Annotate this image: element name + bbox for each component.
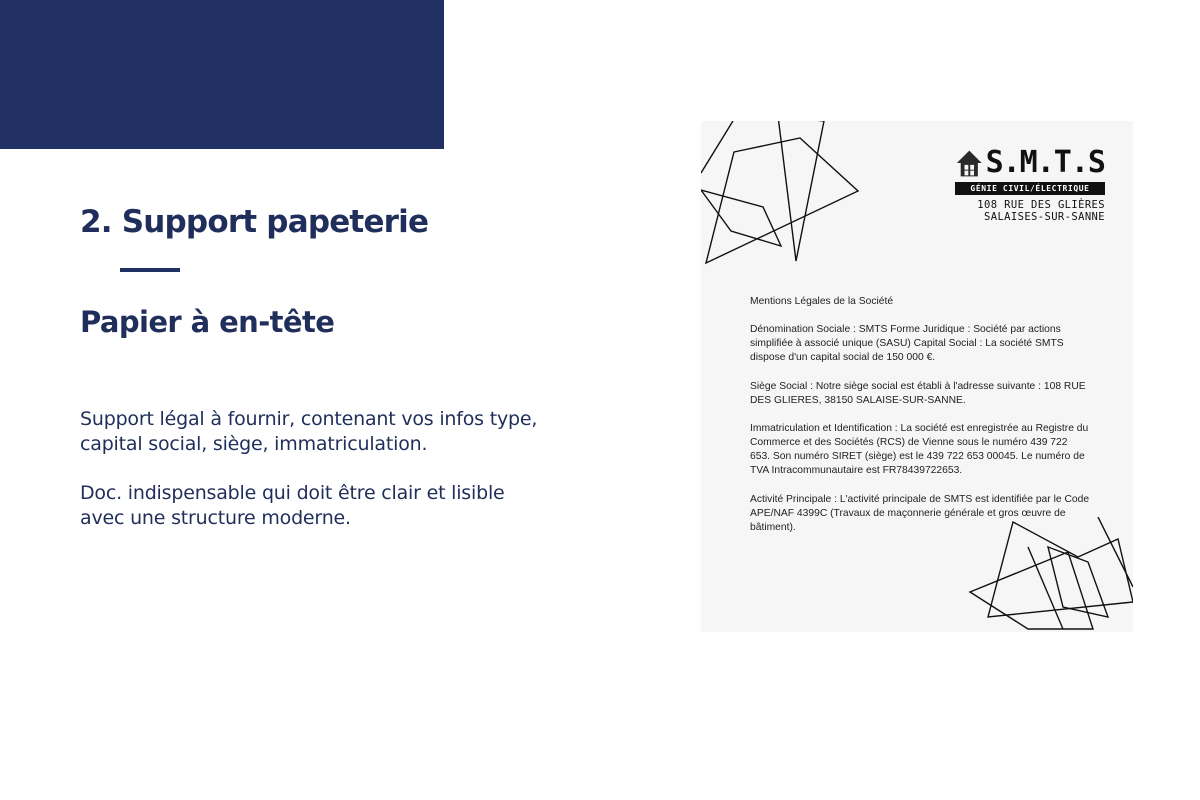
logo-name: S.M.T.S — [985, 145, 1105, 180]
legal-heading: Mentions Légales de la Société — [750, 296, 894, 307]
logo-address-line-2: SALAISES-SUR-SANNE — [984, 211, 1105, 223]
letterhead-preview — [701, 121, 1133, 632]
logo-tagline: GÉNIE CIVIL/ÉLECTRIQUE — [955, 182, 1105, 195]
legal-paragraph-siege: Siège Social : Notre siège social est établi à l'adresse suivante : 108 RUE DES GLIERES, 38150 SALAISE-SUR-SANNE. — [750, 381, 1086, 406]
geometric-decoration-top — [701, 121, 871, 271]
legal-paragraph-activite: Activité Principale : L'activité principale de SMTS est identifiée par le Code APE/NAF 4399C (Travaux de maçonnerie générale et gros œuvre de bâtiment). — [750, 494, 1090, 533]
description-paragraph-1: Support légal à fournir, contenant vos infos type, capital social, siège, immatriculation. — [80, 408, 538, 455]
description-paragraph-2: Doc. indispensable qui doit être clair et lisible avec une structure moderne. — [80, 482, 505, 529]
legal-paragraph-immatriculation: Immatriculation et Identification : La société est enregistrée au Registre du Commerce et des Sociétés (RCS) de Vienne sous le numéro 439 722 653. Son numéro SIRET (siège) est le 439 722 653 00045. Le numéro de TVA Intracommunautaire est FR78439722653. — [750, 423, 1089, 476]
title-divider — [120, 268, 180, 272]
section-title: 2. Support papeterie — [80, 204, 429, 240]
top-color-band — [0, 0, 444, 149]
section-subtitle: Papier à en-tête — [80, 305, 335, 339]
house-building-icon — [955, 147, 984, 179]
company-logo — [955, 147, 1105, 223]
legal-paragraph-denomination: Dénomination Sociale : SMTS Forme Juridique : Société par actions simplifiée à associé unique (SASU) Capital Social : La société SMTS dispose d'un capital social de 150 000 €. — [750, 324, 1064, 363]
logo-address-line-1: 108 RUE DES GLIÈRES — [977, 199, 1105, 211]
